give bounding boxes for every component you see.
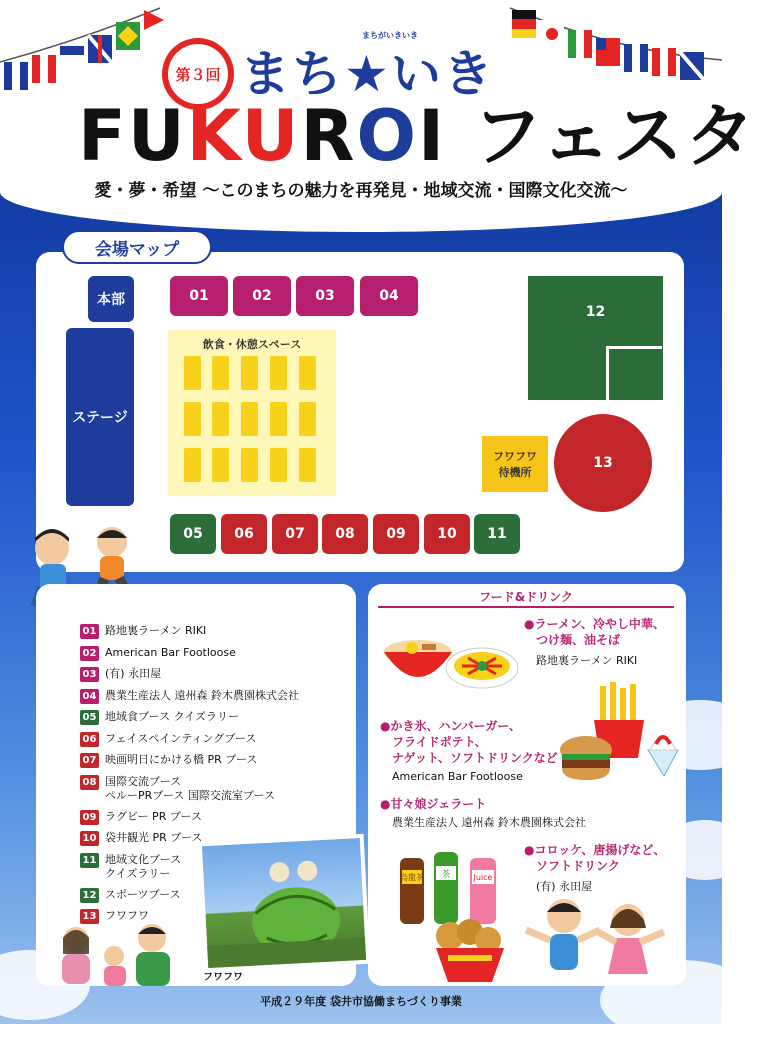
legend-text: 地域食ブース クイズラリー xyxy=(105,710,239,723)
food-drink-title: フード&ドリンク xyxy=(479,590,573,604)
legend-row xyxy=(80,689,299,704)
legend-text: フワフワ xyxy=(105,909,149,922)
legend-number: 09 xyxy=(80,810,99,825)
legend-row xyxy=(80,732,256,747)
booth-11: 11 xyxy=(474,514,520,554)
seat-table xyxy=(270,448,287,482)
legend-number: 01 xyxy=(80,624,99,639)
legend-text: 農業生産法人 遠州森 鈴木農園株式会社 xyxy=(105,688,299,702)
title-line-2 xyxy=(78,96,757,176)
legend-number: 05 xyxy=(80,710,99,725)
subtitle: 愛・夢・希望 ～このまちの魅力を再発見・地域交流・国際文化交流～ xyxy=(94,181,628,201)
legend-text: 路地裏ラーメン RIKI xyxy=(105,624,207,637)
title-o: O xyxy=(356,95,418,177)
seat-table xyxy=(212,402,229,436)
seat-table xyxy=(270,402,287,436)
legend-row xyxy=(80,888,181,903)
burger-fries-icon xyxy=(556,680,682,792)
title-line-1: まち★いき xyxy=(240,45,495,103)
header xyxy=(0,0,757,232)
title-i: I xyxy=(417,95,446,177)
title-ku: KU xyxy=(186,95,301,177)
food-item-2: ●かき氷、ハンバーガー、 フライドポテト、 ナゲット、ソフトドリンクなど xyxy=(380,719,558,765)
seat-table xyxy=(241,356,258,390)
legend-row xyxy=(80,810,202,825)
booth-08: 08 xyxy=(322,514,368,554)
legend-number: 06 xyxy=(80,732,99,747)
food-title-underline xyxy=(378,606,674,608)
oolong-label: 烏龍茶 xyxy=(400,873,424,882)
booth-01: 01 xyxy=(170,276,228,316)
seat-table xyxy=(270,356,287,390)
honbu-block: 本部 xyxy=(88,276,134,322)
booth-02: 02 xyxy=(233,276,291,316)
food-vendor-3: 農業生産法人 遠州森 鈴木農園株式会社 xyxy=(392,816,586,829)
legend-row xyxy=(80,710,239,725)
seat-table xyxy=(241,448,258,482)
title-r: R xyxy=(300,95,357,177)
food-item-1: ●ラーメン、冷やし中華、 つけ麺、油そば xyxy=(524,617,665,647)
seat-table xyxy=(299,448,316,482)
legend-number: 11 xyxy=(80,853,99,868)
legend-number: 03 xyxy=(80,667,99,682)
rest-area-label: 飲食・休憩スペース xyxy=(202,338,302,351)
booth-12-notch xyxy=(606,346,662,400)
legend-text: 国際交流ブース ペルーPRブース 国際交流室ブース xyxy=(105,774,276,802)
edition-badge-label: 第３回 xyxy=(168,44,228,104)
food-item-3: ●甘々娘ジェラート xyxy=(380,797,487,811)
title-fu: FU xyxy=(78,95,187,177)
fuwafuwa-photo xyxy=(198,834,371,973)
photo-caption: フワフワ xyxy=(203,972,243,983)
sitting-family-illustration xyxy=(54,920,204,992)
legend-row xyxy=(80,753,257,768)
stage-block: ステージ xyxy=(66,328,134,506)
legend-text: スポーツブース xyxy=(105,887,181,901)
seat-table xyxy=(299,356,316,390)
booth-10: 10 xyxy=(424,514,470,554)
legend-number: 02 xyxy=(80,646,99,661)
fuwafuwa-wait-block xyxy=(482,436,548,492)
green-tea-label: 茶 xyxy=(441,870,451,880)
legend-number: 04 xyxy=(80,689,99,704)
legend-number: 12 xyxy=(80,888,99,903)
legend-text: ラグビー PR ブース xyxy=(105,809,202,823)
legend-number: 07 xyxy=(80,753,99,768)
legend-row xyxy=(80,775,275,803)
legend-text: (有) 永田屋 xyxy=(105,667,162,680)
booth-03: 03 xyxy=(296,276,354,316)
title-festa: フェスタ xyxy=(446,95,757,177)
legend-text: フェイスペインティングブース xyxy=(105,731,257,745)
food-vendor-1: 路地裏ラーメン RIKI xyxy=(536,654,638,667)
booth-06: 06 xyxy=(221,514,267,554)
venue-map-tab: 会場マップ xyxy=(62,230,212,264)
footer-credit: 平成２９年度 袋井市協働まちづくり事業 xyxy=(260,995,462,1008)
juice-label: Juice xyxy=(473,873,493,882)
happy-kids-illustration xyxy=(520,890,670,984)
seat-table xyxy=(241,402,258,436)
legend-number: 08 xyxy=(80,775,99,790)
drinks-icon xyxy=(396,848,512,928)
legend-row xyxy=(80,831,202,846)
booth-07: 07 xyxy=(272,514,318,554)
legend-number: 13 xyxy=(80,909,99,924)
title-ruby: まちがいきいき xyxy=(362,31,418,40)
legend-row xyxy=(80,646,236,661)
seat-table xyxy=(184,402,201,436)
booth-04: 04 xyxy=(360,276,418,316)
croquette-icon xyxy=(428,918,512,984)
booth-13: 13 xyxy=(554,414,652,512)
legend-text: 袋井観光 PR ブース xyxy=(105,831,203,844)
legend-row xyxy=(80,667,161,682)
legend-text: American Bar Footloose xyxy=(105,645,236,659)
legend-text: 地域文化ブース クイズラリー xyxy=(105,852,182,880)
food-item-4: ●コロッケ、唐揚げなど、 ソフトドリンク xyxy=(524,843,666,873)
legend-number: 10 xyxy=(80,831,99,846)
seat-table xyxy=(212,448,229,482)
legend-row xyxy=(80,853,181,881)
booth-09: 09 xyxy=(373,514,419,554)
food-vendor-4: (有) 永田屋 xyxy=(536,880,593,893)
seat-table xyxy=(212,356,229,390)
booth-12-label: 12 xyxy=(585,304,606,320)
booth-05: 05 xyxy=(170,514,216,554)
seat-table xyxy=(184,356,201,390)
food-vendor-2: American Bar Footloose xyxy=(392,770,523,783)
seat-table xyxy=(299,402,316,436)
seat-table xyxy=(184,448,201,482)
fuwafuwa-wait-label: フワフワ 待機所 xyxy=(493,450,537,479)
ramen-icon xyxy=(382,612,522,696)
legend-row xyxy=(80,624,206,639)
legend-text: 映画明日にかける橋 PR ブース xyxy=(105,753,258,766)
